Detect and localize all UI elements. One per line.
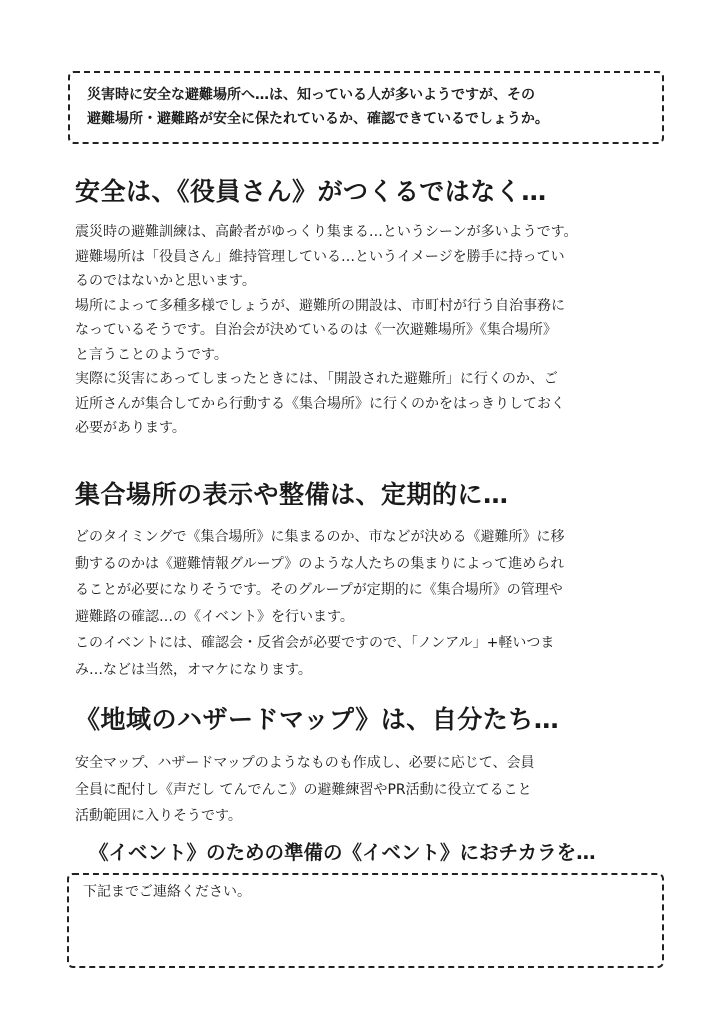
- paragraph-line: と言うことのようです。: [75, 346, 228, 363]
- section-body-assembly-point: [75, 524, 665, 683]
- paragraph-line: 避難場所は「役員さん」維持管理している…というイメージを勝手に持ってい: [75, 248, 565, 265]
- paragraph-line: 近所さんが集合してから行動する《集合場所》に行くのかをはっきりしておく: [75, 395, 565, 412]
- paragraph-line: 場所によって多種多様でしょうが、避難所の開設は、市町村が行う自治事務に: [75, 297, 565, 314]
- intro-box: [68, 71, 664, 144]
- paragraph-line: み…などは当然，オマケになります。: [75, 661, 312, 678]
- contact-box: [67, 873, 664, 968]
- section-heading-hazard-map: 《地域のハザードマップ》は、自分たち…: [75, 705, 560, 734]
- paragraph-line: るのではないかと思います。: [75, 273, 256, 289]
- paragraph-line: なっているそうです。自治会が決めているのは《一次避難場所》《集合場所》: [75, 322, 557, 338]
- section-heading-assembly-point: 集合場所の表示や整備は、定期的に…: [75, 480, 509, 509]
- paragraph-line: 実際に災害にあってしまったときには、「開設された避難所」に行くのか、ご: [75, 371, 558, 387]
- paragraph-line: 必要があります。: [75, 420, 186, 436]
- paragraph-line: 活動範囲に入りそうです。: [75, 808, 242, 824]
- paragraph-line: 全員に配付し《声だし てんでんこ》の避難練習やPR活動に役立てること: [75, 781, 532, 798]
- contact-text: 下記までご連絡ください。: [83, 884, 251, 900]
- paragraph-line: ることが必要になりそうです。そのグループが定期的に《集合場所》の管理や: [75, 582, 563, 598]
- paragraph-line: 避難路の確認…の《イベント》を行います。: [75, 608, 354, 625]
- intro-line: 避難場所・避難路が安全に保たれているか、確認できているでしょうか。: [87, 111, 549, 127]
- paragraph-line: このイベントには、確認会・反省会が必要ですので、「ノンアル」+軽いつま: [75, 635, 555, 651]
- intro-line: 災害時に安全な避難場所へ…は、知っている人が多いようですが、その: [87, 87, 535, 103]
- paragraph-line: 動するのかは《避難情報グループ》のような人たちの集まりによって進められ: [75, 555, 565, 572]
- section-body-hazard-map: [75, 750, 665, 830]
- paragraph-line: 安全マップ、ハザードマップのようなものも作成し、必要に応じて、会員: [75, 755, 535, 771]
- paragraph-line: どのタイミングで《集合場所》に集まるのか、市などが決める《避難所》に移: [75, 529, 565, 545]
- paragraph-line: 震災時の避難訓練は、高齢者がゆっくり集まる…というシーンが多いようです。: [75, 224, 578, 240]
- section-heading-safety: 安全は、《役員さん》がつくるではなく…: [75, 177, 547, 206]
- section-body-safety: [75, 220, 665, 441]
- call-to-action-heading: 《イベント》のための準備の《イベント》におチカラを…: [89, 841, 596, 864]
